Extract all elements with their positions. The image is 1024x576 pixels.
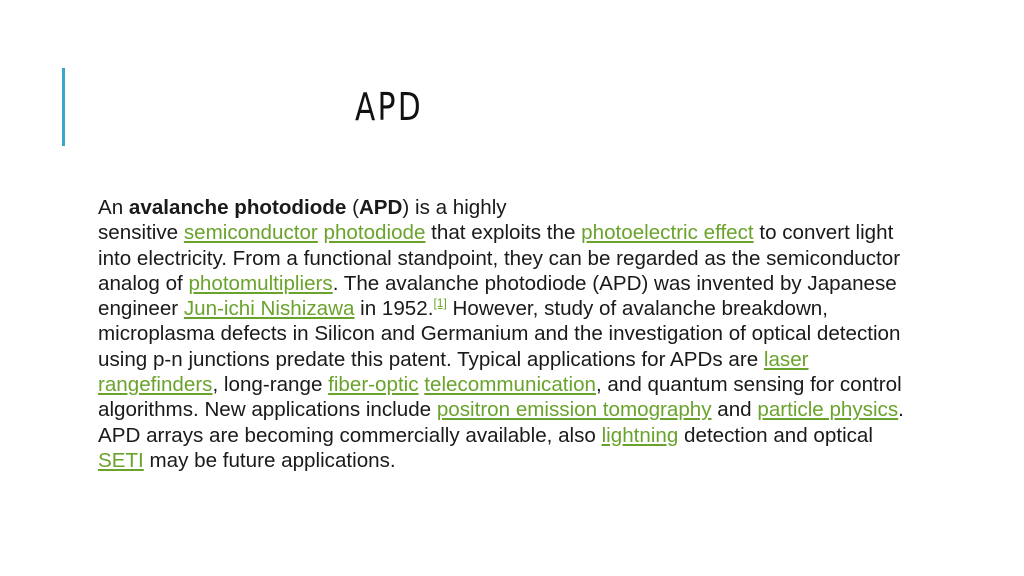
link-particle-physics[interactable]: particle physics xyxy=(757,398,899,422)
link-fiber-optic[interactable]: fiber-optic xyxy=(328,373,419,397)
link-telecommunication[interactable]: telecommunication xyxy=(424,373,596,397)
text-segment: may be future applications. xyxy=(143,448,396,472)
link-photoelectric-effect[interactable]: photoelectric effect xyxy=(581,221,754,245)
bold-term-avalanche-photodiode: avalanche photodiode xyxy=(128,196,347,219)
text-segment: , long-range xyxy=(212,373,329,397)
body-paragraph xyxy=(98,195,918,473)
text-segment: to convert light into electricity. From a functional standpoint, they can be regarded as the semiconductor analog of xyxy=(98,221,901,295)
link-laser-rangefinders[interactable]: laser rangefinders xyxy=(98,347,809,397)
text-segment: detection and optical xyxy=(678,423,873,447)
link-semiconductor[interactable]: semiconductor xyxy=(183,221,318,245)
accent-bar xyxy=(62,68,65,146)
text-segment: An xyxy=(98,196,129,219)
text-segment: . The avalanche photodiode (APD) was invented by Japanese engineer xyxy=(98,271,897,321)
text-segment: ) is a highly xyxy=(402,196,507,219)
link-lightning[interactable]: lightning xyxy=(601,423,679,447)
link-positron-emission-tomography[interactable]: positron emission tomography xyxy=(436,398,712,422)
link-jun-ichi-nishizawa[interactable]: Jun-ichi Nishizawa xyxy=(183,297,355,321)
link-photomultipliers[interactable]: photomultipliers xyxy=(188,271,333,295)
link-photodiode[interactable]: photodiode xyxy=(323,221,426,245)
text-segment: ( xyxy=(346,196,359,219)
text-segment: sensitive xyxy=(98,221,184,245)
link-seti[interactable]: SETI xyxy=(98,448,144,472)
text-segment: and xyxy=(711,398,758,422)
text-segment: that exploits the xyxy=(425,221,582,245)
bold-term-apd: APD xyxy=(358,196,403,219)
text-segment: However, study of avalanche breakdown, microplasma defects in Silicon and Germanium and the investigation of optical detection using p-n junctions predate this patent. Typical applications for APDs are xyxy=(98,297,901,371)
slide-title: APD xyxy=(355,85,423,129)
reference-superscript xyxy=(433,291,446,311)
link-reference-1[interactable]: [1] xyxy=(433,296,447,311)
text-segment: , and quantum sensing for control algorithms. New applications include xyxy=(98,373,902,422)
text-segment: in 1952. xyxy=(354,297,434,321)
text-segment: . APD arrays are becoming commercially available, also xyxy=(98,398,904,447)
